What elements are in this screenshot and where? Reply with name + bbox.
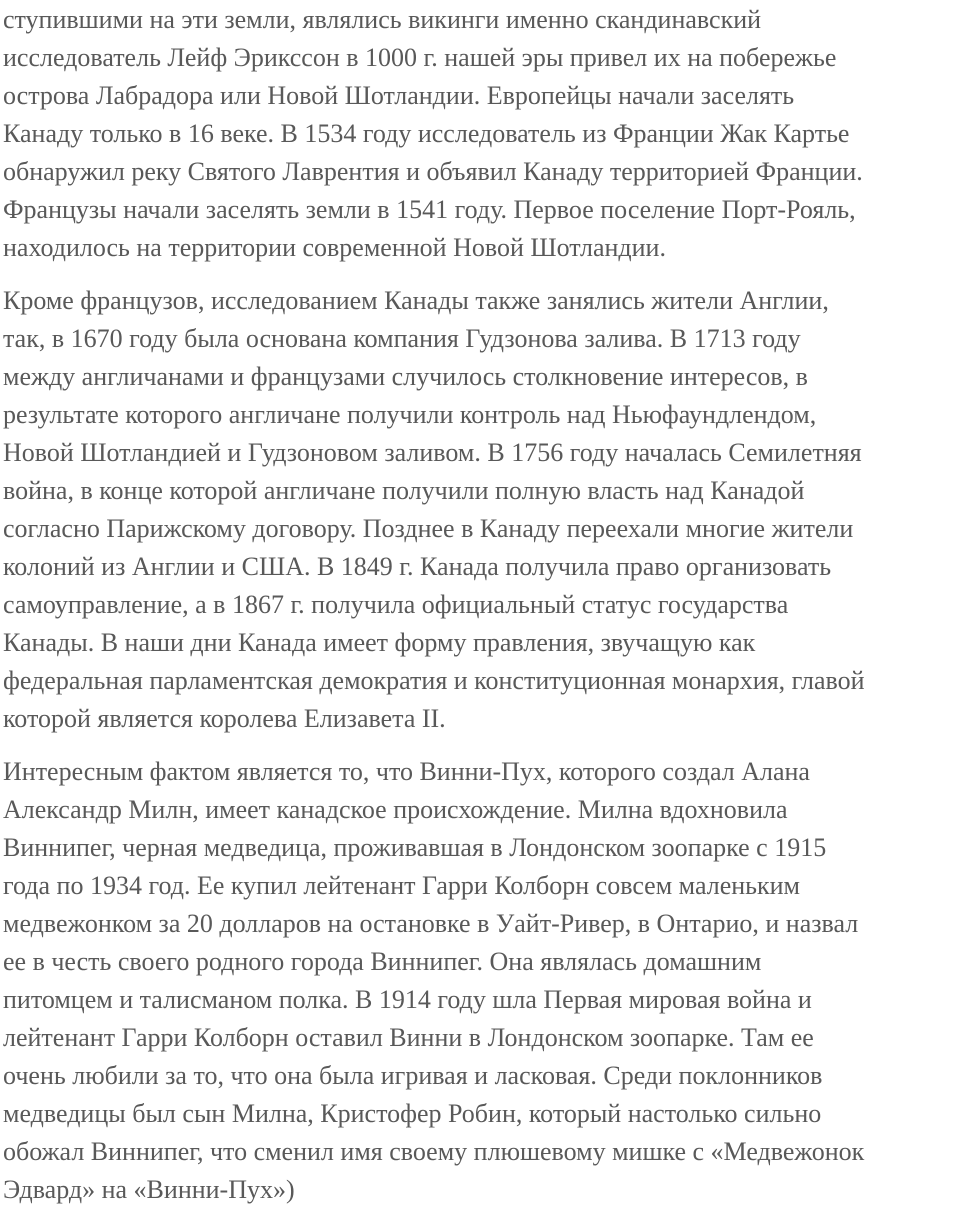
paragraph-winnie-the-pooh: [3, 753, 960, 1209]
text-line: обнаружил реку Святого Лаврентия и объявил Канаду территорией Франции.: [3, 157, 863, 186]
text-line: Виннипег, черная медведица, проживавшая в Лондонском зоопарке с 1915: [3, 833, 827, 862]
text-line: результате которого англичане получили контроль над Ньюфаундлендом,: [3, 400, 817, 429]
text-line: исследователь Лейф Эрикссон в 1000 г. нашей эры привел их на побережье: [3, 43, 837, 72]
text-line: которой является королева Елизавета II.: [3, 704, 446, 733]
text-line: Александр Милн, имеет канадское происхождение. Милна вдохновила: [3, 795, 788, 824]
text-line: Канады. В наши дни Канада имеет форму правления, звучащую как: [3, 628, 756, 657]
paragraph-vikings-and-french: [3, 1, 960, 267]
text-line: Интересным фактом является то, что Винни-Пух, которого создал Алана: [3, 757, 810, 786]
text-line: Новой Шотландией и Гудзоновом заливом. В 1756 году началась Семилетняя: [3, 438, 862, 467]
text-line: лейтенант Гарри Колборн оставил Винни в Лондонском зоопарке. Там ее: [3, 1023, 814, 1052]
text-line: между англичанами и французами случилось столкновение интересов, в: [3, 362, 808, 391]
text-line: года по 1934 год. Ее купил лейтенант Гарри Колборн совсем маленьким: [3, 871, 800, 900]
text-line: Эдвард» на «Винни-Пух»): [3, 1175, 295, 1204]
text-line: федеральная парламентская демократия и конституционная монархия, главой: [3, 666, 865, 695]
text-line: питомцем и талисманом полка. В 1914 году шла Первая мировая война и: [3, 985, 812, 1014]
text-line: Кроме французов, исследованием Канады также занялись жители Англии,: [3, 286, 829, 315]
text-line: ее в честь своего родного города Виннипег. Она являлась домашним: [3, 947, 762, 976]
document-page: [0, 1, 960, 1215]
text-line: медвежонком за 20 долларов на остановке в Уайт-Ривер, в Онтарио, и назвал: [3, 909, 859, 938]
text-line: Французы начали заселять земли в 1541 году. Первое поселение Порт-Рояль,: [3, 195, 856, 224]
paragraph-english-history: [3, 282, 960, 738]
text-line: так, в 1670 году была основана компания Гудзонова залива. В 1713 году: [3, 324, 801, 353]
text-line: очень любили за то, что она была игривая и ласковая. Среди поклонников: [3, 1061, 823, 1090]
text-line: самоуправление, а в 1867 г. получила официальный статус государства: [3, 590, 789, 619]
text-line: медведицы был сын Милна, Кристофер Робин, который настолько сильно: [3, 1099, 822, 1128]
text-line: находилось на территории современной Новой Шотландии.: [3, 233, 666, 262]
text-line: Канаду только в 16 веке. В 1534 году исследователь из Франции Жак Картье: [3, 119, 850, 148]
text-line: обожал Виннипег, что сменил имя своему плюшевому мишке с «Медвежонок: [3, 1137, 865, 1166]
text-line: острова Лабрадора или Новой Шотландии. Европейцы начали заселять: [3, 81, 795, 110]
text-line: колоний из Англии и США. В 1849 г. Канада получила право организовать: [3, 552, 832, 581]
text-line: согласно Парижскому договору. Позднее в Канаду переехали многие жители: [3, 514, 854, 543]
text-line: война, в конце которой англичане получили полную власть над Канадой: [3, 476, 805, 505]
text-line: ступившими на эти земли, являлись викинги именно скандинавский: [3, 5, 762, 34]
